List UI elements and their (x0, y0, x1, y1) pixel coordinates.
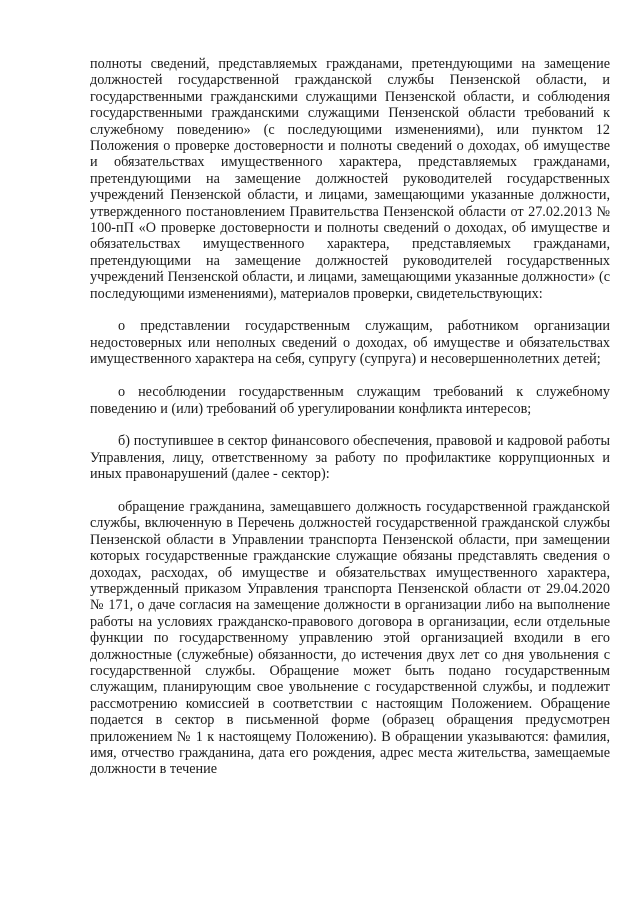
paragraph-item-b: б) поступившее в сектор финансового обеспечения, правовой и кадровой работы Управления, лицу, ответственному за работу по профилактике коррупционных и иных правонарушений (далее - сектор): (90, 433, 610, 483)
paragraph-non-compliance: о несоблюдении государственным служащим требований к служебному поведению и (или) требований об урегулировании конфликта интересов; (90, 384, 610, 417)
paragraph-citizen-appeal: обращение гражданина, замещавшего должность государственной гражданской службы, включенную в Перечень должностей государственной гражданской службы Пензенской области в Управлении транспорта Пензенской области, при замещении которых государственные гражданские служащие обязаны представлять сведения о доходах, расходах, об имуществе и обязательствах имущественного характера, утвержденный приказом Управления транспорта Пензенской области от 29.04.2020 № 171, о даче согласия на замещение должности в организации либо на выполнение работы на условиях гражданско-правового договора в организации, если отдельные функции по государственному управлению этой организацией входили в его должностные (служебные) обязанности, до истечения двух лет со дня увольнения с государственной службы. Обращение может быть подано государственным служащим, планирующим свое увольнение с государственной службы, и подлежит рассмотрению комиссией в соответствии с настоящим Положением. Обращение подается в сектор в письменной форме (образец обращения предусмотрен приложением № 1 к настоящему Положению). В обращении указываются: фамилия, имя, отчество гражданина, дата его рождения, адрес места жительства, замещаемые должности в течение (90, 498, 610, 778)
document-page (90, 56, 610, 778)
paragraph-false-information: о представлении государственным служащим, работником организации недостоверных или неполных сведений о доходах, об имуществе и обязательствах имущественного характера на себя, супругу (супруга) и несовершеннолетних детей; (90, 318, 610, 368)
paragraph-continuation: полноты сведений, представляемых гражданами, претендующими на замещение должностей государственной гражданской службы Пензенской области, и государственными гражданскими служащими Пензенской области, и соблюдения государственными гражданскими служащими Пензенской области требований к служебному поведению» (с последующими изменениями), или пунктом 12 Положения о проверке достоверности и полноты сведений о доходах, об имуществе и обязательствах имущественного характера, представляемых гражданами, претендующими на замещение должностей руководителей государственных учреждений Пензенской области, и лицами, замещающими указанные должности, утвержденного постановлением Правительства Пензенской области от 27.02.2013 № 100-пП «О проверке достоверности и полноты сведений о доходах, об имуществе и обязательствах имущественного характера, представляемых гражданами, претендующими на замещение должностей руководителей государственных учреждений Пензенской области, и лицами, замещающими указанные должности» (с последующими изменениями), материалов проверки, свидетельствующих: (90, 56, 610, 302)
